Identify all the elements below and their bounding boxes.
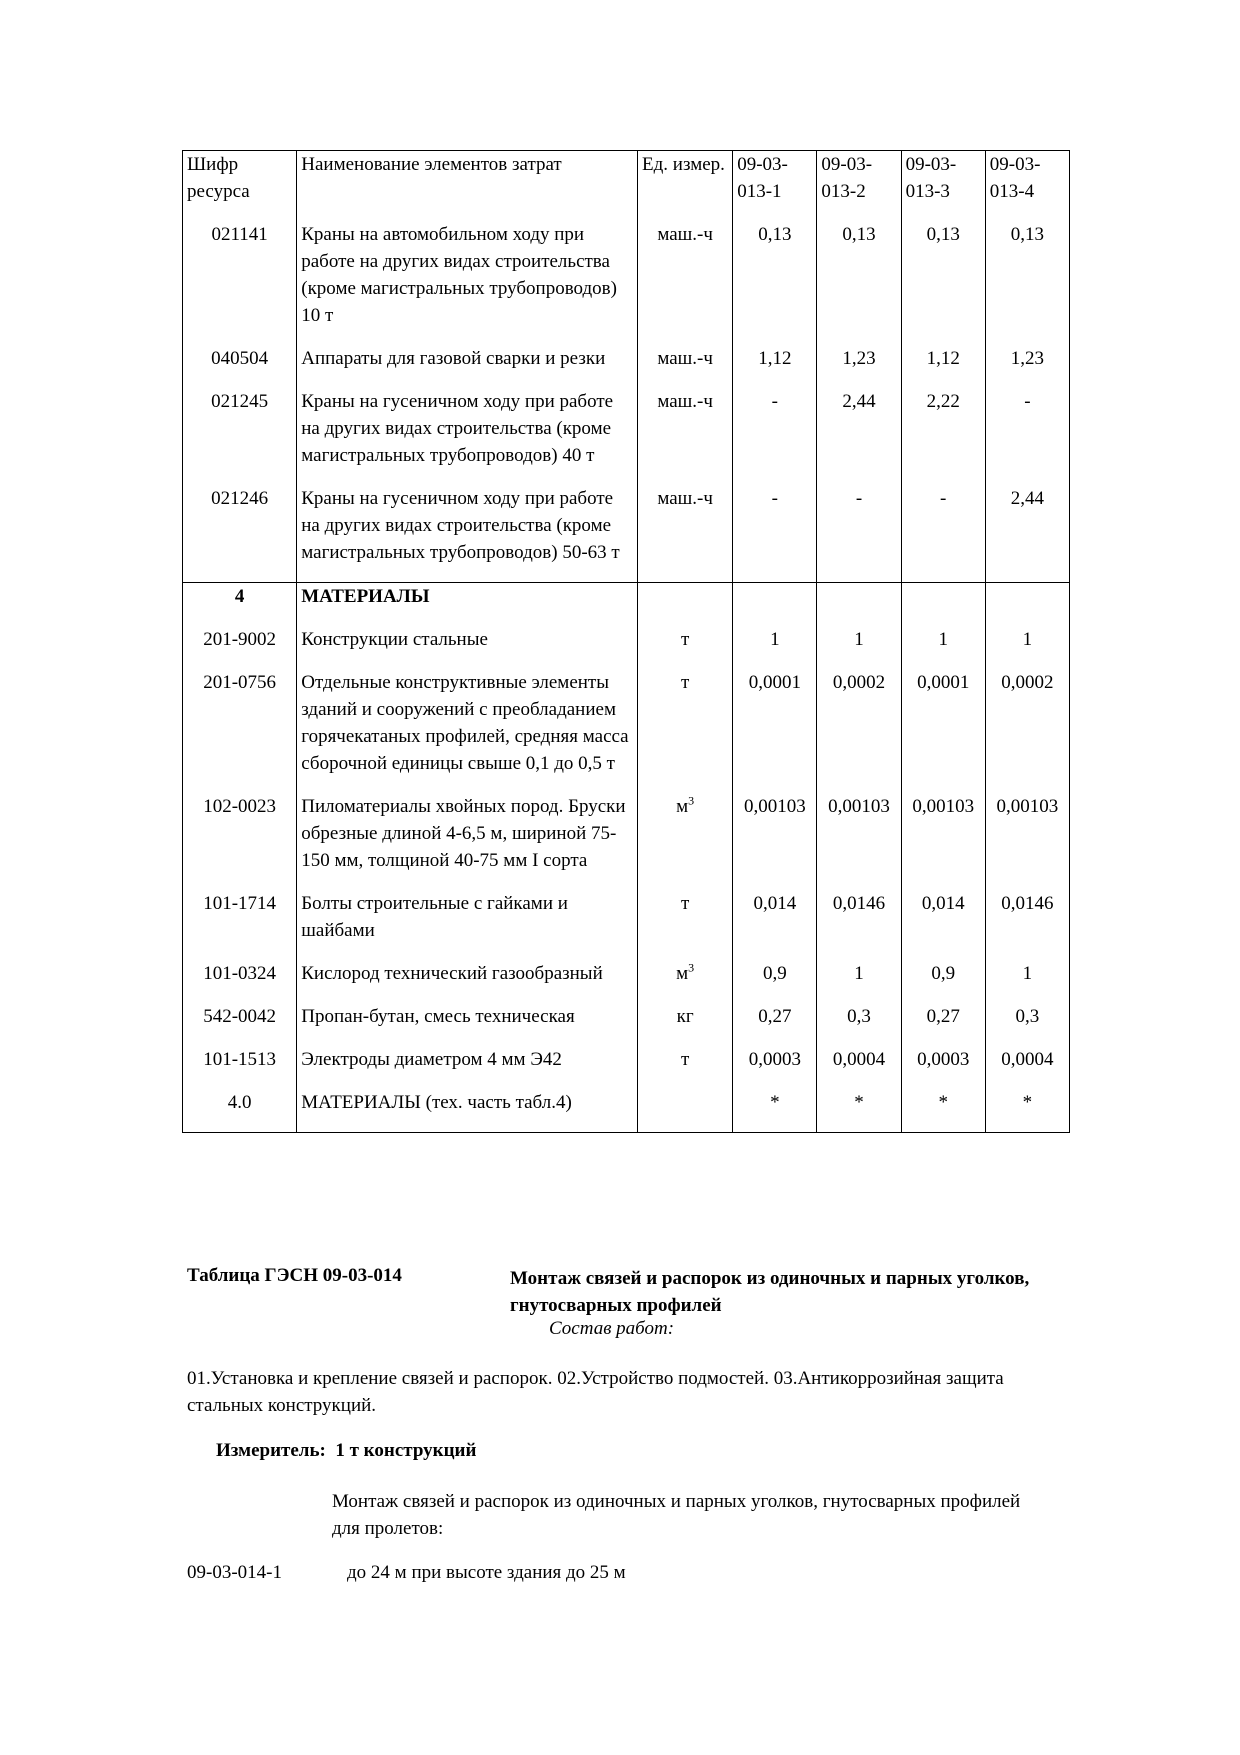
unit-text: т xyxy=(680,629,690,650)
table-row-machine xyxy=(183,345,1070,388)
row-value-1: - xyxy=(733,388,817,485)
table-row-machine xyxy=(183,388,1070,485)
header-col-4: 09-03-013-4 xyxy=(985,151,1069,222)
resource-table xyxy=(182,150,1070,1133)
row-code: 201-0756 xyxy=(183,669,297,793)
row-code: 021245 xyxy=(183,388,297,485)
row-value-4: 2,44 xyxy=(985,485,1069,583)
row-value-3: * xyxy=(901,1089,985,1133)
row-value-4: - xyxy=(985,388,1069,485)
header-name: Наименование элементов затрат xyxy=(297,151,638,222)
row-value-1: 1 xyxy=(733,626,817,669)
header-unit: Ед. измер. xyxy=(638,151,733,222)
row-value-1: 0,014 xyxy=(733,890,817,960)
row-code: 542-0042 xyxy=(183,1003,297,1046)
unit-text: кг xyxy=(676,1006,694,1027)
row-unit: маш.-ч xyxy=(638,388,733,485)
row-unit xyxy=(638,1089,733,1133)
montage-description: Монтаж связей и распорок из одиночных и парных уголков, гнутосварных профилей для пролетов: xyxy=(332,1491,1021,1539)
row-value-4: 0,00103 xyxy=(985,793,1069,890)
row-value-1: * xyxy=(733,1089,817,1133)
row-code: 4.0 xyxy=(183,1089,297,1133)
row-value-1: 1,12 xyxy=(733,345,817,388)
row-unit xyxy=(638,960,733,1003)
header-col-2: 09-03-013-2 xyxy=(817,151,901,222)
row-name: Аппараты для газовой сварки и резки xyxy=(297,345,638,388)
row-name: Краны на гусеничном ходу при работе на других видах строительства (кроме магистральных трубопроводов) 50-63 т xyxy=(297,485,638,583)
row-value-2: 0,3 xyxy=(817,1003,901,1046)
row-value-4: 0,0004 xyxy=(985,1046,1069,1089)
unit-text: т xyxy=(680,672,690,693)
section-code: 4 xyxy=(183,583,297,627)
row-value-3: 0,014 xyxy=(901,890,985,960)
row-value-3: 2,22 xyxy=(901,388,985,485)
row-value-3: 0,27 xyxy=(901,1003,985,1046)
row-value-3: 0,9 xyxy=(901,960,985,1003)
section-empty xyxy=(817,583,901,627)
row-value-1: 0,27 xyxy=(733,1003,817,1046)
table-header-row xyxy=(183,151,1070,222)
next-table-description: Монтаж связей и распорок из одиночных и парных уголков, гнутосварных профилей xyxy=(510,1268,1030,1316)
row-value-3: - xyxy=(901,485,985,583)
section-name: МАТЕРИАЛЫ xyxy=(297,583,638,627)
composition-label: Состав работ: xyxy=(549,1318,675,1339)
table-row-section xyxy=(183,583,1070,627)
row-code: 021246 xyxy=(183,485,297,583)
row-code: 101-1513 xyxy=(183,1046,297,1089)
row-unit xyxy=(638,626,733,669)
row-name: МАТЕРИАЛЫ (тех. часть табл.4) xyxy=(297,1089,638,1133)
table-row-material xyxy=(183,626,1070,669)
row-unit xyxy=(638,793,733,890)
row-value-1: 0,13 xyxy=(733,221,817,345)
row-value-1: 0,00103 xyxy=(733,793,817,890)
row-unit xyxy=(638,669,733,793)
row-unit: маш.-ч xyxy=(638,345,733,388)
row-unit: маш.-ч xyxy=(638,485,733,583)
table-row-material xyxy=(183,890,1070,960)
row-name: Отдельные конструктивные элементы зданий и сооружений с преобладанием горячекатаных профилей, средняя масса сборочной единицы свыше 0,1 до 0,5 т xyxy=(297,669,638,793)
row-value-2: 1 xyxy=(817,626,901,669)
unit-text: м xyxy=(676,963,689,984)
meter-label: Измеритель: xyxy=(216,1440,326,1461)
row-value-1: 0,0001 xyxy=(733,669,817,793)
row-value-4: 0,13 xyxy=(985,221,1069,345)
row-code: 021141 xyxy=(183,221,297,345)
section-empty xyxy=(901,583,985,627)
unit-text: м xyxy=(676,796,689,817)
row-value-2: 0,00103 xyxy=(817,793,901,890)
row-value-3: 0,0001 xyxy=(901,669,985,793)
row-value-1: 0,0003 xyxy=(733,1046,817,1089)
row-code: 102-0023 xyxy=(183,793,297,890)
row-value-2: 1 xyxy=(817,960,901,1003)
row-value-4: 0,3 xyxy=(985,1003,1069,1046)
row-value-2: 1,23 xyxy=(817,345,901,388)
table-row-material xyxy=(183,960,1070,1003)
norm-description: до 24 м при высоте здания до 25 м xyxy=(347,1562,626,1583)
row-value-4: 1,23 xyxy=(985,345,1069,388)
row-value-3: 0,13 xyxy=(901,221,985,345)
table-row-material xyxy=(183,669,1070,793)
table-row-material xyxy=(183,1089,1070,1133)
row-value-2: * xyxy=(817,1089,901,1133)
table-row-material xyxy=(183,793,1070,890)
unit-text: т xyxy=(680,893,690,914)
row-unit xyxy=(638,1003,733,1046)
row-value-4: 0,0146 xyxy=(985,890,1069,960)
row-value-2: 0,13 xyxy=(817,221,901,345)
row-value-4: * xyxy=(985,1089,1069,1133)
row-unit: маш.-ч xyxy=(638,221,733,345)
row-value-4: 1 xyxy=(985,960,1069,1003)
row-unit xyxy=(638,1046,733,1089)
works-list: 01.Установка и крепление связей и распорок. 02.Устройство подмостей. 03.Антикоррозийная защита стальных конструкций. xyxy=(187,1368,1004,1416)
table-row-material xyxy=(183,1003,1070,1046)
table-row-machine xyxy=(183,221,1070,345)
unit-superscript: 3 xyxy=(688,793,695,808)
section-empty xyxy=(733,583,817,627)
table-row-material xyxy=(183,1046,1070,1089)
row-code: 040504 xyxy=(183,345,297,388)
row-value-3: 0,0003 xyxy=(901,1046,985,1089)
row-name: Электроды диаметром 4 мм Э42 xyxy=(297,1046,638,1089)
row-value-4: 1 xyxy=(985,626,1069,669)
row-name: Кислород технический газообразный xyxy=(297,960,638,1003)
row-value-3: 1 xyxy=(901,626,985,669)
row-value-3: 0,00103 xyxy=(901,793,985,890)
table-row-machine xyxy=(183,485,1070,583)
row-name: Краны на автомобильном ходу при работе на других видах строительства (кроме магистральных трубопроводов) 10 т xyxy=(297,221,638,345)
next-table-title: Таблица ГЭСН 09-03-014 xyxy=(187,1265,402,1286)
row-code: 201-9002 xyxy=(183,626,297,669)
row-value-1: 0,9 xyxy=(733,960,817,1003)
header-col-3: 09-03-013-3 xyxy=(901,151,985,222)
row-value-2: 2,44 xyxy=(817,388,901,485)
row-name: Конструкции стальные xyxy=(297,626,638,669)
section-empty xyxy=(638,583,733,627)
meter-value: 1 т конструкций xyxy=(335,1440,477,1461)
row-unit xyxy=(638,890,733,960)
row-code: 101-1714 xyxy=(183,890,297,960)
header-col-1: 09-03-013-1 xyxy=(733,151,817,222)
row-name: Болты строительные с гайками и шайбами xyxy=(297,890,638,960)
row-name: Краны на гусеничном ходу при работе на других видах строительства (кроме магистральных трубопроводов) 40 т xyxy=(297,388,638,485)
row-value-2: 0,0002 xyxy=(817,669,901,793)
norm-code: 09-03-014-1 xyxy=(187,1562,282,1583)
row-value-1: - xyxy=(733,485,817,583)
row-name: Пиломатериалы хвойных пород. Бруски обрезные длиной 4-6,5 м, шириной 75-150 мм, толщиной 40-75 мм I сорта xyxy=(297,793,638,890)
row-value-3: 1,12 xyxy=(901,345,985,388)
unit-text: т xyxy=(680,1049,690,1070)
section-empty xyxy=(985,583,1069,627)
header-code: Шифр ресурса xyxy=(183,151,297,222)
row-code: 101-0324 xyxy=(183,960,297,1003)
unit-superscript: 3 xyxy=(688,960,695,975)
meter-line xyxy=(216,1440,476,1462)
row-name: Пропан-бутан, смесь техническая xyxy=(297,1003,638,1046)
row-value-2: 0,0004 xyxy=(817,1046,901,1089)
row-value-4: 0,0002 xyxy=(985,669,1069,793)
row-value-2: - xyxy=(817,485,901,583)
row-value-2: 0,0146 xyxy=(817,890,901,960)
